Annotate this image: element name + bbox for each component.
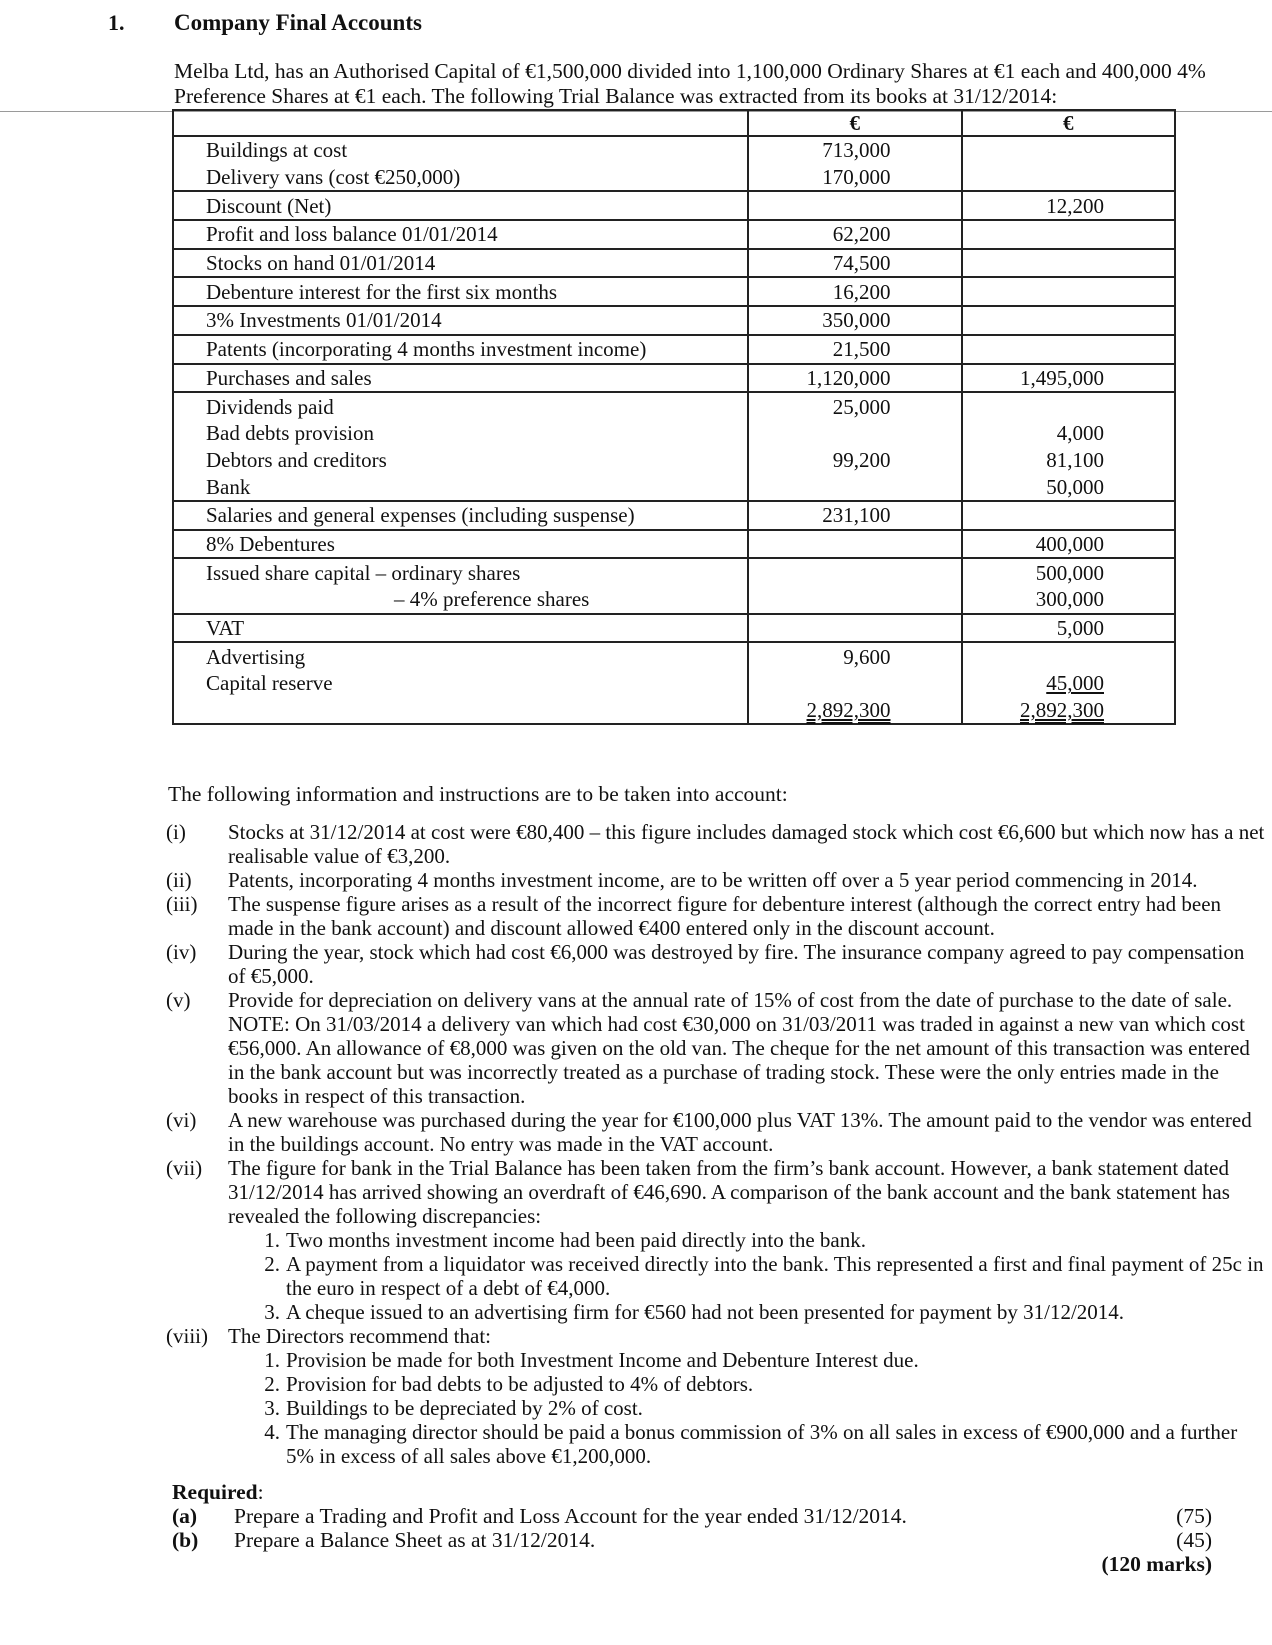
trial-balance-table — [172, 109, 1176, 725]
trial-balance-row — [173, 220, 1175, 249]
trial-balance-row — [173, 136, 1175, 164]
sub-item-text: A payment from a liquidator was received directly into the bank. This represented a first and final payment of 25c in the euro in respect of a debt of €4,000. — [286, 1252, 1264, 1300]
debit-amount: 9,600 — [748, 642, 961, 670]
sub-item — [228, 1420, 1266, 1468]
debit-amount: 170,000 — [748, 164, 961, 192]
instructions-list — [166, 820, 1266, 1468]
total-marks: (120 marks) — [1101, 1552, 1212, 1576]
account-name: VAT — [173, 614, 748, 643]
credit-amount — [962, 642, 1175, 670]
part-text: Prepare a Balance Sheet as at 31/12/2014. — [234, 1528, 596, 1552]
instructions-intro: The following information and instructions are to be taken into account: — [168, 782, 788, 806]
credit-amount: 1,495,000 — [962, 364, 1175, 393]
debit-amount — [748, 473, 961, 501]
required-section — [172, 1480, 1212, 1576]
debit-amount — [748, 670, 961, 697]
sub-item-number: 3. — [264, 1300, 280, 1324]
item-text — [228, 1156, 1266, 1324]
item-number: (vi) — [166, 1108, 197, 1132]
account-name: Dividends paid — [173, 392, 748, 420]
trial-balance-row — [173, 191, 1175, 220]
question-number: 1. — [108, 10, 125, 35]
credit-amount — [962, 136, 1175, 164]
instruction-item — [166, 820, 1266, 868]
trial-balance-row — [173, 501, 1175, 530]
header-credit-currency: € — [962, 110, 1175, 136]
account-name: 8% Debentures — [173, 530, 748, 559]
sub-item-number: 2. — [264, 1372, 280, 1396]
account-name: Buildings at cost — [173, 136, 748, 164]
item-text: Provide for depreciation on delivery vans at the annual rate of 15% of cost from the date of purchase to the date of sale. NOTE: On 31/03/2014 a delivery van which had cost €30,000 on 31/03/2011 was traded in against a new van which cost €56,000. An allowance of €8,000 was given on the old van. The cheque for the net amount of this transaction was entered in the bank account but was incorrectly treated as a purchase of trading stock. These were the only entries made in the books in respect of this transaction. — [228, 988, 1250, 1108]
debit-amount: 62,200 — [748, 220, 961, 249]
trial-balance-header-row — [173, 110, 1175, 136]
debit-amount — [748, 558, 961, 586]
trial-balance-row — [173, 447, 1175, 474]
sub-item — [228, 1372, 1266, 1396]
sub-item — [228, 1252, 1266, 1300]
credit-amount — [962, 249, 1175, 278]
debit-total — [748, 697, 961, 725]
totals-label-cell — [173, 697, 748, 725]
debit-amount — [748, 530, 961, 559]
item-body: The figure for bank in the Trial Balance has been taken from the firm’s bank account. However, a bank statement dated 31/12/2014 has arrived showing an overdraft of €46,690. A comparison of the bank account and the bank statement has revealed the following discrepancies: — [228, 1156, 1230, 1228]
account-name: Debenture interest for the first six months — [173, 277, 748, 306]
instruction-item — [166, 1108, 1266, 1156]
trial-balance-row — [173, 249, 1175, 278]
debit-amount: 350,000 — [748, 306, 961, 335]
trial-balance-row — [173, 392, 1175, 420]
part-marks: (45) — [1176, 1528, 1212, 1552]
account-name: Salaries and general expenses (including suspense) — [173, 501, 748, 530]
item-number: (viii) — [166, 1324, 208, 1348]
debit-amount: 25,000 — [748, 392, 961, 420]
trial-balance-row — [173, 586, 1175, 614]
item-number: (vii) — [166, 1156, 203, 1180]
item-text: Patents, incorporating 4 months investment income, are to be written off over a 5 year period commencing in 2014. — [228, 868, 1198, 892]
credit-total-value: 2,892,300 — [1020, 698, 1104, 723]
totals-row — [173, 697, 1175, 725]
debit-amount: 16,200 — [748, 277, 961, 306]
trial-balance-row — [173, 164, 1175, 192]
account-name: 3% Investments 01/01/2014 — [173, 306, 748, 335]
credit-amount: 4,000 — [962, 420, 1175, 447]
item-text — [228, 1324, 1266, 1468]
credit-amount: 5,000 — [962, 614, 1175, 643]
trial-balance-row — [173, 306, 1175, 335]
account-name: Profit and loss balance 01/01/2014 — [173, 220, 748, 249]
sub-item-text: Provision be made for both Investment Income and Debenture Interest due. — [286, 1348, 919, 1372]
trial-balance-row — [173, 614, 1175, 643]
sub-item — [228, 1228, 1266, 1252]
credit-total — [962, 697, 1175, 725]
credit-amount — [962, 220, 1175, 249]
item-number: (ii) — [166, 868, 192, 892]
credit-amount — [962, 306, 1175, 335]
required-colon: : — [257, 1480, 264, 1504]
required-part — [172, 1528, 1212, 1552]
part-text: Prepare a Trading and Profit and Loss Account for the year ended 31/12/2014. — [234, 1504, 907, 1528]
trial-balance-row — [173, 530, 1175, 559]
account-name: Issued share capital – ordinary shares — [173, 558, 748, 586]
instruction-item — [166, 940, 1266, 988]
credit-amount: 81,100 — [962, 447, 1175, 474]
instruction-item — [166, 1156, 1266, 1324]
required-heading: Required — [172, 1480, 258, 1504]
credit-amount — [962, 392, 1175, 420]
instruction-item — [166, 1324, 1266, 1468]
account-name: Debtors and creditors — [173, 447, 748, 474]
account-name: Capital reserve — [173, 670, 748, 697]
debit-amount: 74,500 — [748, 249, 961, 278]
debit-amount — [748, 586, 961, 614]
credit-amount: 45,000 — [962, 670, 1175, 697]
credit-amount: 12,200 — [962, 191, 1175, 220]
item-text: The suspense figure arises as a result of the incorrect figure for debenture interest (although the correct entry had been made in the bank account) and discount allowed €400 entered only in the discount account. — [228, 892, 1222, 940]
account-name: Bad debts provision — [173, 420, 748, 447]
header-debit-currency: € — [748, 110, 961, 136]
sub-item — [228, 1396, 1266, 1420]
account-name: Bank — [173, 473, 748, 501]
question-title: Company Final Accounts — [174, 10, 422, 35]
credit-amount — [962, 335, 1175, 364]
trial-balance-row — [173, 473, 1175, 501]
trial-balance-row — [173, 277, 1175, 306]
account-name: Discount (Net) — [173, 191, 748, 220]
required-part — [172, 1504, 1212, 1528]
header-desc-cell — [173, 110, 748, 136]
trial-balance-row — [173, 420, 1175, 447]
credit-amount — [962, 277, 1175, 306]
account-name: Delivery vans (cost €250,000) — [173, 164, 748, 192]
bank-discrepancies-list — [228, 1228, 1266, 1324]
sub-item-number: 4. — [264, 1420, 280, 1444]
sub-item-text: The managing director should be paid a bonus commission of 3% on all sales in excess of €900,000 and a further 5% in excess of all sales above €1,200,000. — [286, 1420, 1238, 1468]
credit-amount — [962, 501, 1175, 530]
sub-item — [228, 1300, 1266, 1324]
sub-item-text: Buildings to be depreciated by 2% of cost. — [286, 1396, 643, 1420]
credit-amount: 400,000 — [962, 530, 1175, 559]
account-name: – 4% preference shares — [173, 586, 748, 614]
account-name: Stocks on hand 01/01/2014 — [173, 249, 748, 278]
account-name: Advertising — [173, 642, 748, 670]
sub-item-number: 2. — [264, 1252, 280, 1276]
account-name: Patents (incorporating 4 months investment income) — [173, 335, 748, 364]
trial-balance-row — [173, 558, 1175, 586]
item-number: (v) — [166, 988, 191, 1012]
instruction-item — [166, 892, 1266, 940]
debit-amount — [748, 191, 961, 220]
item-text: A new warehouse was purchased during the year for €100,000 plus VAT 13%. The amount paid to the vendor was entered in the buildings account. No entry was made in the VAT account. — [228, 1108, 1252, 1156]
sub-item-number: 3. — [264, 1396, 280, 1420]
debit-amount: 21,500 — [748, 335, 961, 364]
directors-recommendations-list — [228, 1348, 1266, 1468]
debit-amount: 99,200 — [748, 447, 961, 474]
debit-amount: 1,120,000 — [748, 364, 961, 393]
debit-amount — [748, 614, 961, 643]
debit-amount: 231,100 — [748, 501, 961, 530]
debit-amount — [748, 420, 961, 447]
credit-amount: 300,000 — [962, 586, 1175, 614]
part-marks: (75) — [1176, 1504, 1212, 1528]
credit-amount — [962, 164, 1175, 192]
item-number: (iv) — [166, 940, 197, 964]
item-text: Stocks at 31/12/2014 at cost were €80,400 – this figure includes damaged stock which cost €6,600 but which now has a net realisable value of €3,200. — [228, 820, 1265, 868]
trial-balance-row — [173, 642, 1175, 670]
sub-item-number: 1. — [264, 1348, 280, 1372]
credit-amount: 50,000 — [962, 473, 1175, 501]
item-body: The Directors recommend that: — [228, 1324, 491, 1348]
instruction-item — [166, 988, 1266, 1108]
required-heading-line — [172, 1480, 1212, 1504]
credit-amount: 500,000 — [962, 558, 1175, 586]
trial-balance-row — [173, 364, 1175, 393]
trial-balance-row — [173, 335, 1175, 364]
account-name: Purchases and sales — [173, 364, 748, 393]
debit-total-value: 2,892,300 — [806, 698, 891, 723]
item-number: (i) — [166, 820, 186, 844]
item-number: (iii) — [166, 892, 198, 916]
part-label: (a) — [172, 1504, 198, 1528]
intro-paragraph: Melba Ltd, has an Authorised Capital of €1,500,000 divided into 1,100,000 Ordinary Shares at €1 each and 400,000 4% Preference Shares at €1 each. The following Trial Balance was extracted from its books at 31/12/2014: — [174, 59, 1206, 108]
instruction-item — [166, 868, 1266, 892]
sub-item-text: A cheque issued to an advertising firm for €560 had not been presented for payment by 31/12/2014. — [286, 1300, 1125, 1324]
sub-item-number: 1. — [264, 1228, 280, 1252]
sub-item — [228, 1348, 1266, 1372]
debit-amount: 713,000 — [748, 136, 961, 164]
part-label: (b) — [172, 1528, 199, 1552]
trial-balance-row — [173, 670, 1175, 697]
sub-item-text: Provision for bad debts to be adjusted to 4% of debtors. — [286, 1372, 754, 1396]
sub-item-text: Two months investment income had been paid directly into the bank. — [286, 1228, 866, 1252]
item-text: During the year, stock which had cost €6,000 was destroyed by fire. The insurance company agreed to pay compensation of €5,000. — [228, 940, 1245, 988]
